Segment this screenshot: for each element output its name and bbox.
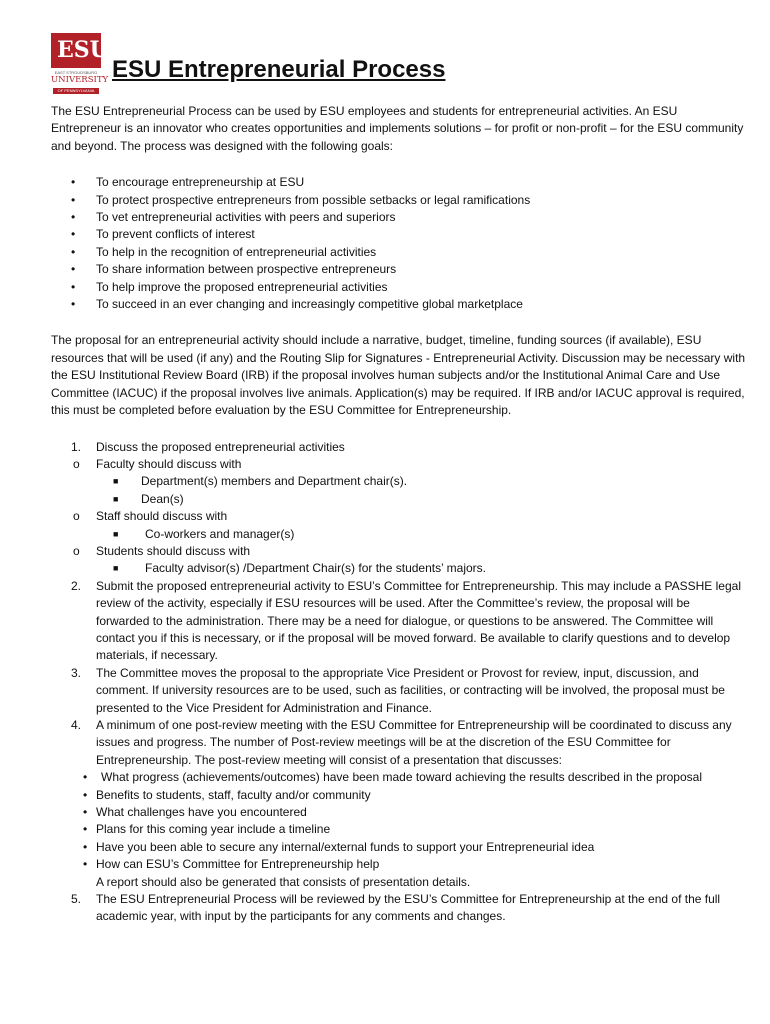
faculty-detail: ■ Dean(s) <box>51 491 746 508</box>
faculty-subitem: o Faculty should discuss with <box>51 456 746 473</box>
presentation-topic: • Have you been able to secure any internal/external funds to support your Entrepreneurial idea <box>51 839 746 856</box>
step-3: 3. The Committee moves the proposal to the appropriate Vice President or Provost for review, input, discussion, and comment. If university resources are to be used, such as facilities, or contracting will be involved, the proposal must be presented to the Vice President for Administration and Finance. <box>51 665 746 717</box>
circle-bullet-icon: o <box>73 543 80 558</box>
esu-logo <box>51 33 109 96</box>
bullet-icon: • <box>71 192 76 207</box>
process-steps-final <box>51 891 746 926</box>
logo-line-pennsylvania: OF PENNSYLVANIA <box>57 88 95 93</box>
step-1-text: Discuss the proposed entrepreneurial activities <box>96 439 345 454</box>
bullet-icon: • <box>83 857 88 872</box>
square-bullet-icon: ■ <box>113 528 119 539</box>
step-4-report-note: A report should also be generated that consists of presentation details. <box>96 874 471 889</box>
students-subitem: o Students should discuss with <box>51 543 746 560</box>
document-body <box>51 103 746 926</box>
step-4: 4. A minimum of one post-review meeting with the ESU Committee for Entrepreneurship will be coordinated to discuss any issues and progress. The number of Post-review meetings will be at the discretion of the ESU Committee for Entrepreneurship. The post-review meeting will consist of a presentation that discusses: <box>51 717 746 769</box>
square-bullet-icon: ■ <box>113 563 119 574</box>
goal-item: • To succeed in an ever changing and increasingly competitive global marketplace <box>51 296 746 313</box>
presentation-topic: • Benefits to students, staff, faculty and/or community <box>51 787 746 804</box>
goals-list <box>51 174 746 313</box>
bullet-icon: • <box>83 805 88 820</box>
logo-line-east-stroudsburg: EAST STROUDSBURG <box>54 70 98 75</box>
faculty-detail: ■ Department(s) members and Department chair(s). <box>51 473 746 490</box>
logo-mark: ESU <box>57 37 109 63</box>
bullet-icon: • <box>71 297 76 312</box>
process-steps <box>51 439 746 456</box>
bullet-icon: • <box>83 787 88 802</box>
staff-subitem: o Staff should discuss with <box>51 508 746 525</box>
step-2: 2. Submit the proposed entrepreneurial activity to ESU’s Committee for Entrepreneurship. This may include a PASSHE legal review of the activity, especially if ESU resources will be used. After the Committee’s review, the proposal will be forwarded to the administration. There may be a need for dialogue, or questions to be answered. The Committee will contact you if this is necessary, or if the proposal will be moved forward. Be available to clarify questions and to develop materials, if necessary. <box>51 578 746 665</box>
logo-line-university: UNIVERSITY <box>51 75 109 85</box>
intro-paragraph: The ESU Entrepreneurial Process can be used by ESU employees and students for entrepreneurial activities. An ESU Entrepreneur is an innovator who creates opportunities and implements solutions – for profit or non-profit – for the ESU community and beyond. The process was designed with the following goals: <box>51 104 744 153</box>
step-5-text: The ESU Entrepreneurial Process will be reviewed by the ESU’s Committee for Entrepreneurship at the end of the full academic year, with input by the participants for any comments and changes. <box>96 892 721 924</box>
step-1: 1. Discuss the proposed entrepreneurial activities <box>51 439 746 456</box>
step-3-text: The Committee moves the proposal to the appropriate Vice President or Provost for review, input, discussion, and comment. If university resources are to be used, such as facilities, or contracting will be involved, the proposal must be presented to the Vice President for Administration and Finance. <box>96 665 725 715</box>
presentation-topic: • What challenges have you encountered <box>51 804 746 821</box>
circle-bullet-icon: o <box>73 509 80 524</box>
step-4-text: A minimum of one post-review meeting with the ESU Committee for Entrepreneurship will be coordinated to discuss any issues and progress. The number of Post-review meetings will be at the discretion of the ESU Committee for Entrepreneurship. The post-review meeting will consist of a presentation that discusses: <box>96 718 732 767</box>
bullet-icon: • <box>71 227 76 242</box>
goal-item: • To vet entrepreneurial activities with peers and superiors <box>51 209 746 226</box>
goal-item: • To encourage entrepreneurship at ESU <box>51 174 746 191</box>
bullet-icon: • <box>71 175 76 190</box>
presentation-topic: • Plans for this coming year include a timeline <box>51 821 746 838</box>
circle-bullet-icon: o <box>73 456 80 471</box>
square-bullet-icon: ■ <box>113 493 119 504</box>
goal-item: • To help in the recognition of entrepreneurial activities <box>51 244 746 261</box>
bullet-icon: • <box>83 839 88 854</box>
students-detail: ■ Faculty advisor(s) /Department Chair(s) for the students’ majors. <box>51 560 746 577</box>
bullet-icon: • <box>83 770 88 785</box>
goal-item: • To help improve the proposed entrepreneurial activities <box>51 279 746 296</box>
step-2-text: Submit the proposed entrepreneurial activity to ESU’s Committee for Entrepreneurship. This may include a PASSHE legal review of the activity, especially if ESU resources will be used. After the Committee’s review, the proposal will be forwarded to the administration. There may be a need for dialogue, or questions to be answered. The Committee will contact you if this is necessary, or if the proposal will be moved forward. Be available to clarify questions and to develop materials, if necessary. <box>96 578 741 663</box>
goal-item: • To protect prospective entrepreneurs from possible setbacks or legal ramifications <box>51 192 746 209</box>
presentation-topic: • How can ESU’s Committee for Entrepreneurship help <box>51 856 746 873</box>
staff-detail: ■ Co-workers and manager(s) <box>51 526 746 543</box>
bullet-icon: • <box>71 279 76 294</box>
presentation-topic: • What progress (achievements/outcomes) have been made toward achieving the results described in the proposal <box>51 769 746 786</box>
bullet-icon: • <box>71 244 76 259</box>
square-bullet-icon: ■ <box>113 476 119 487</box>
process-steps-continued <box>51 578 746 769</box>
bullet-icon: • <box>83 822 88 837</box>
goal-item: • To prevent conflicts of interest <box>51 226 746 243</box>
goal-item: • To share information between prospective entrepreneurs <box>51 261 746 278</box>
bullet-icon: • <box>71 210 76 225</box>
bullet-icon: • <box>71 262 76 277</box>
page-title: ESU Entrepreneurial Process <box>112 56 446 83</box>
step-5: 5. The ESU Entrepreneurial Process will be reviewed by the ESU’s Committee for Entrepreneurship at the end of the full academic year, with input by the participants for any comments and changes. <box>51 891 746 926</box>
proposal-paragraph: The proposal for an entrepreneurial activity should include a narrative, budget, timeline, funding sources (if available), ESU resources that will be used (if any) and the Routing Slip for Signatures - Entrepreneurial Activity. Discussion may be necessary with the ESU Institutional Review Board (IRB) if the proposal involves human subjects and/or the Institutional Animal Care and Use Committee (IACUC) if the proposal involves live animals. Application(s) may be required. If IRB and/or IACUC approval is required, this must be completed before evaluation by the ESU Committee for Entrepreneurship. <box>51 333 746 418</box>
